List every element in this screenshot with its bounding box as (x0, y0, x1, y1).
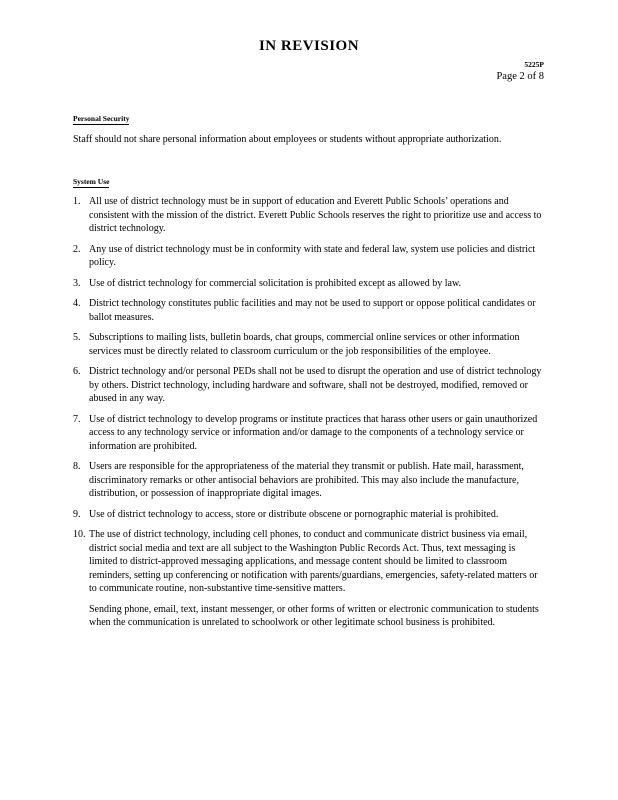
item-text: Use of district technology for commercial solicitation is prohibited except as allowed by law. (89, 277, 462, 289)
item-number: 4. (73, 298, 81, 309)
item-text: Use of district technology to develop programs or institute practices that harass other users or gain unauthorized access to any technology service or information and/or damage to the components of a technology service or information are prohibited. (89, 413, 538, 452)
personal-security-text: Staff should not share personal information about employees or students without appropriate authorization. (73, 134, 502, 145)
list-item (73, 243, 543, 270)
list-item (73, 297, 543, 324)
item-number: 10. (73, 529, 86, 540)
list-item (73, 365, 543, 406)
list-item (73, 528, 543, 630)
item-extra-text: Sending phone, email, text, instant messenger, or other forms of written or electronic communication to students when the communication is unrelated to schoolwork or other legitimate school business is prohibited. (89, 603, 539, 628)
page-title: IN REVISION (258, 38, 360, 54)
item-number: 5. (73, 332, 81, 343)
item-number: 6. (73, 366, 81, 377)
item-number: 7. (73, 413, 81, 425)
policy-number: 5225P (524, 60, 544, 69)
item-text: Use of district technology to access, store or distribute obscene or pornographic material is prohibited. (89, 508, 499, 520)
page-number: Page 2 of 8 (496, 71, 544, 82)
item-number: 8. (73, 461, 81, 472)
list-item (73, 277, 543, 291)
item-text: The use of district technology, including cell phones, to conduct and communicate district business via email, district social media and text are all subject to the Washington Public Records Act. Thus, text messaging is limited to district-approved messaging applications, and message content should be limited to classroom reminders, setting up conferencing or notification with parents/guardians, emergencies, safety-related matters or to communicate routine, non-substantive time-sensitive matters. (89, 529, 538, 594)
list-item (73, 460, 543, 501)
item-text: All use of district technology must be in support of education and Everett Public Schools’ operations and consistent with the mission of the district. Everett Public Schools reserves the right to prioritize use and access to district technology. (89, 196, 542, 234)
system-use-list (73, 195, 543, 637)
item-number: 1. (73, 196, 81, 207)
section-heading-system-use: System Use (73, 177, 110, 186)
item-number: 2. (73, 243, 81, 255)
item-number: 9. (73, 508, 81, 520)
item-text: Any use of district technology must be in conformity with state and federal law, system use policies and district policy. (89, 243, 536, 268)
item-text: Subscriptions to mailing lists, bulletin boards, chat groups, commercial online services or other information services must be directly related to classroom curriculum or the job responsibilities of the employee. (89, 332, 520, 357)
section-heading-personal-security: Personal Security (73, 114, 130, 123)
list-item (73, 508, 543, 522)
item-number: 3. (73, 277, 81, 289)
item-text: District technology constitutes public facilities and may not be used to support or oppose political candidates or ballot measures. (89, 298, 536, 323)
item-text: Users are responsible for the appropriateness of the material they transmit or publish. Hate mail, harassment, discriminatory remarks or other antisocial behaviors are prohibited. This may also include the manufacture, distribution, or possession of inappropriate digital images. (89, 461, 524, 499)
item-text: District technology and/or personal PEDs shall not be used to disrupt the operation and use of district technology by others. District technology, including hardware and software, shall not be destroyed, modified, removed or abused in any way. (89, 366, 542, 404)
list-item (73, 195, 543, 236)
list-item (73, 413, 543, 454)
list-item (73, 331, 543, 358)
